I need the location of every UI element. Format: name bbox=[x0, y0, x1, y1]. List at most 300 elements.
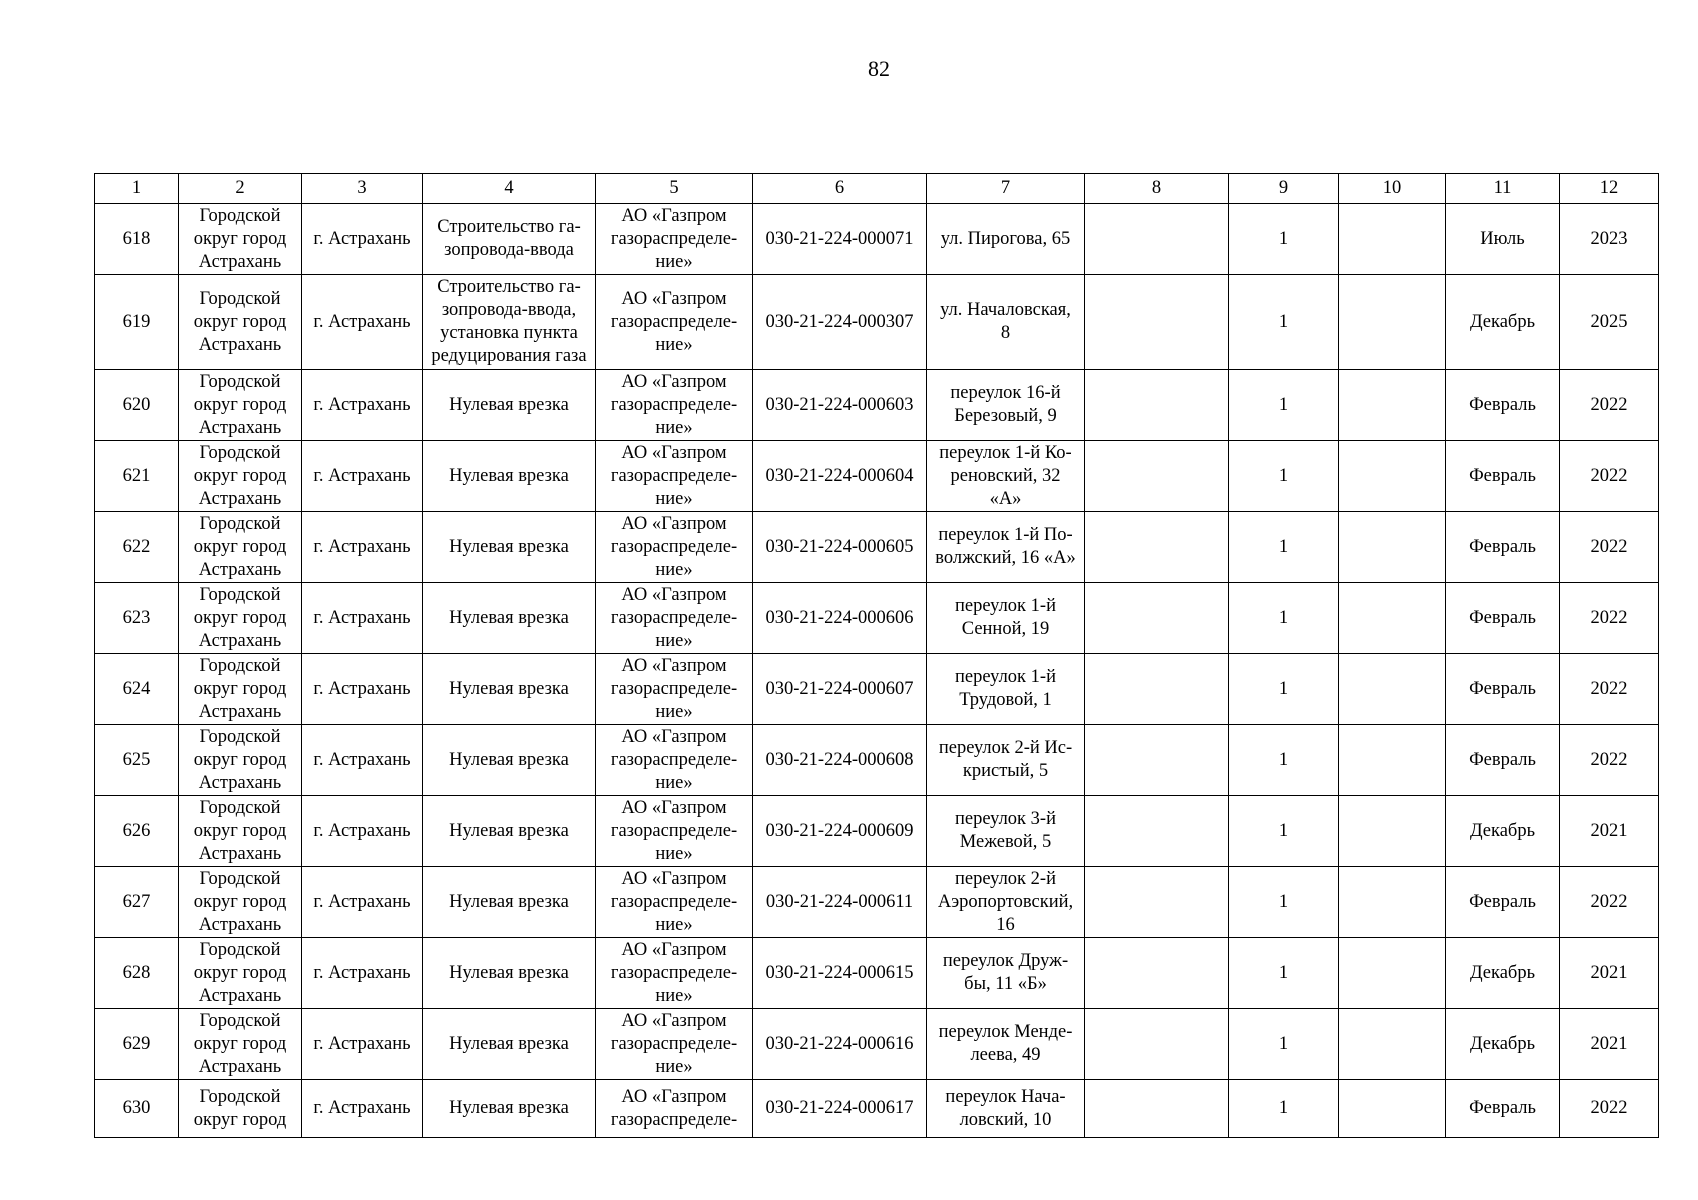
month-cell: Февраль bbox=[1446, 512, 1560, 583]
column-8-cell bbox=[1085, 938, 1229, 1009]
district-cell-line: Городской bbox=[199, 868, 281, 889]
column-header-11: 11 bbox=[1446, 174, 1560, 204]
work-type-cell-line: Строительство га- bbox=[437, 217, 581, 237]
table-body bbox=[95, 204, 1659, 1138]
district-cell-line: округ город bbox=[193, 891, 287, 912]
organization-cell bbox=[596, 1080, 753, 1138]
city-cell: г. Астрахань bbox=[302, 725, 423, 796]
quantity-cell: 1 bbox=[1229, 370, 1339, 441]
address-cell-line: волжский, 16 «А» bbox=[935, 548, 1076, 568]
object-code-cell: 030-21-224-000071 bbox=[753, 204, 927, 275]
organization-cell-line: АО «Газпром bbox=[621, 655, 727, 676]
column-8-cell bbox=[1085, 370, 1229, 441]
district-cell bbox=[179, 1080, 302, 1138]
district-cell-line: Астрахань bbox=[198, 251, 282, 272]
work-type-cell-line: Нулевая врезка bbox=[449, 962, 569, 983]
address-cell bbox=[927, 867, 1085, 938]
column-10-cell bbox=[1339, 370, 1446, 441]
district-cell-line: Астрахань bbox=[198, 488, 282, 509]
organization-cell-line: газораспределе- bbox=[610, 962, 738, 983]
year-cell: 2022 bbox=[1560, 654, 1659, 725]
quantity-cell: 1 bbox=[1229, 512, 1339, 583]
month-cell: Февраль bbox=[1446, 370, 1560, 441]
year-cell: 2022 bbox=[1560, 370, 1659, 441]
quantity-cell: 1 bbox=[1229, 1080, 1339, 1138]
district-cell-line: округ город bbox=[193, 394, 287, 415]
work-type-cell-line: Нулевая врезка bbox=[449, 536, 569, 557]
row-number-cell: 622 bbox=[95, 512, 179, 583]
column-header-3: 3 bbox=[302, 174, 423, 204]
organization-cell-line: газораспределе- bbox=[610, 1033, 738, 1054]
address-cell-line: реновский, 32 bbox=[950, 465, 1061, 486]
address-cell-line: Трудовой, 1 bbox=[959, 690, 1052, 710]
work-type-cell-line: редуцирования газа bbox=[431, 346, 587, 366]
address-cell bbox=[927, 1080, 1085, 1138]
page-number: 82 bbox=[868, 56, 890, 81]
organization-cell-line: ние» bbox=[655, 1056, 693, 1077]
column-10-cell bbox=[1339, 725, 1446, 796]
district-cell-line: округ город bbox=[193, 962, 287, 983]
city-cell: г. Астрахань bbox=[302, 204, 423, 275]
district-cell bbox=[179, 725, 302, 796]
organization-cell-line: ние» bbox=[655, 701, 693, 722]
district-cell-line: Астрахань bbox=[198, 630, 282, 651]
address-cell bbox=[927, 654, 1085, 725]
year-cell: 2021 bbox=[1560, 938, 1659, 1009]
row-number-cell: 620 bbox=[95, 370, 179, 441]
object-code-cell: 030-21-224-000605 bbox=[753, 512, 927, 583]
district-cell-line: округ город bbox=[193, 607, 287, 628]
district-cell bbox=[179, 867, 302, 938]
month-cell: Декабрь bbox=[1446, 796, 1560, 867]
organization-cell-line: ние» bbox=[655, 559, 693, 580]
district-cell-line: округ город bbox=[193, 465, 287, 486]
month-cell: Декабрь bbox=[1446, 938, 1560, 1009]
quantity-cell: 1 bbox=[1229, 867, 1339, 938]
address-cell bbox=[927, 1009, 1085, 1080]
work-type-cell-line: зопровода-ввода, bbox=[441, 300, 577, 320]
column-8-cell bbox=[1085, 275, 1229, 370]
work-type-cell-line: Строительство га- bbox=[437, 277, 581, 297]
city-cell: г. Астрахань bbox=[302, 370, 423, 441]
table-row bbox=[95, 370, 1659, 441]
address-cell-line: Аэропортовский, bbox=[937, 891, 1074, 912]
object-code-cell: 030-21-224-000608 bbox=[753, 725, 927, 796]
district-cell-line: Городской bbox=[199, 371, 281, 392]
month-cell: Декабрь bbox=[1446, 275, 1560, 370]
quantity-cell: 1 bbox=[1229, 204, 1339, 275]
month-cell: Февраль bbox=[1446, 654, 1560, 725]
organization-cell bbox=[596, 204, 753, 275]
column-10-cell bbox=[1339, 204, 1446, 275]
column-header-9: 9 bbox=[1229, 174, 1339, 204]
table-row bbox=[95, 654, 1659, 725]
work-type-cell-line: Нулевая врезка bbox=[449, 749, 569, 770]
row-number-cell: 628 bbox=[95, 938, 179, 1009]
column-10-cell bbox=[1339, 583, 1446, 654]
district-cell-line: Городской bbox=[199, 1086, 281, 1107]
object-code-cell: 030-21-224-000307 bbox=[753, 275, 927, 370]
district-cell-line: Городской bbox=[199, 584, 281, 605]
district-cell-line: Городской bbox=[199, 726, 281, 747]
district-cell-line: Астрахань bbox=[198, 843, 282, 864]
address-cell-line: Березовый, 9 bbox=[954, 406, 1057, 426]
column-8-cell bbox=[1085, 204, 1229, 275]
address-cell-line: ловский, 10 bbox=[959, 1109, 1052, 1130]
address-cell-line: переулок 16-й bbox=[950, 383, 1061, 403]
column-header-6: 6 bbox=[753, 174, 927, 204]
quantity-cell: 1 bbox=[1229, 1009, 1339, 1080]
city-cell: г. Астрахань bbox=[302, 867, 423, 938]
district-cell-line: Городской bbox=[199, 288, 281, 309]
month-cell: Февраль bbox=[1446, 867, 1560, 938]
organization-cell-line: газораспределе- bbox=[610, 607, 738, 628]
organization-cell-line: газораспределе- bbox=[610, 465, 738, 486]
work-type-cell-line: установка пункта bbox=[440, 323, 578, 343]
district-cell-line: округ город bbox=[193, 749, 287, 770]
organization-cell-line: АО «Газпром bbox=[621, 371, 727, 392]
column-8-cell bbox=[1085, 1009, 1229, 1080]
district-cell-line: Астрахань bbox=[198, 417, 282, 438]
organization-cell bbox=[596, 583, 753, 654]
district-cell-line: округ город bbox=[193, 1033, 287, 1054]
work-type-cell bbox=[423, 370, 596, 441]
organization-cell bbox=[596, 796, 753, 867]
quantity-cell: 1 bbox=[1229, 938, 1339, 1009]
organization-cell bbox=[596, 1009, 753, 1080]
column-10-cell bbox=[1339, 938, 1446, 1009]
address-cell-line: переулок Нача- bbox=[945, 1086, 1066, 1107]
organization-cell-line: газораспределе- bbox=[610, 228, 738, 249]
address-cell-line: 16 bbox=[996, 914, 1015, 935]
column-header-10: 10 bbox=[1339, 174, 1446, 204]
city-cell: г. Астрахань bbox=[302, 583, 423, 654]
object-code-cell: 030-21-224-000609 bbox=[753, 796, 927, 867]
district-cell bbox=[179, 1009, 302, 1080]
district-cell-line: округ город bbox=[193, 1109, 287, 1130]
registry-table bbox=[94, 173, 1659, 1138]
district-cell bbox=[179, 512, 302, 583]
month-cell: Декабрь bbox=[1446, 1009, 1560, 1080]
district-cell bbox=[179, 938, 302, 1009]
work-type-cell-line: Нулевая врезка bbox=[449, 891, 569, 912]
header-row bbox=[95, 174, 1659, 204]
address-cell-line: переулок Друж- bbox=[942, 951, 1069, 971]
city-cell: г. Астрахань bbox=[302, 654, 423, 725]
address-cell-line: переулок 1-й Ко- bbox=[939, 442, 1072, 463]
row-number-cell: 629 bbox=[95, 1009, 179, 1080]
object-code-cell: 030-21-224-000615 bbox=[753, 938, 927, 1009]
year-cell: 2022 bbox=[1560, 1080, 1659, 1138]
table-row bbox=[95, 867, 1659, 938]
city-cell: г. Астрахань bbox=[302, 796, 423, 867]
work-type-cell-line: Нулевая врезка bbox=[449, 607, 569, 628]
district-cell-line: Астрахань bbox=[198, 334, 282, 355]
district-cell-line: Городской bbox=[199, 939, 281, 960]
work-type-cell bbox=[423, 867, 596, 938]
year-cell: 2022 bbox=[1560, 583, 1659, 654]
address-cell bbox=[927, 275, 1085, 370]
column-10-cell bbox=[1339, 654, 1446, 725]
organization-cell-line: АО «Газпром bbox=[621, 513, 727, 534]
address-cell bbox=[927, 204, 1085, 275]
object-code-cell: 030-21-224-000617 bbox=[753, 1080, 927, 1138]
column-10-cell bbox=[1339, 1009, 1446, 1080]
organization-cell-line: АО «Газпром bbox=[621, 868, 727, 889]
quantity-cell: 1 bbox=[1229, 441, 1339, 512]
table-row bbox=[95, 441, 1659, 512]
district-cell-line: Астрахань bbox=[198, 914, 282, 935]
district-cell bbox=[179, 796, 302, 867]
organization-cell-line: газораспределе- bbox=[610, 891, 738, 912]
organization-cell-line: ние» bbox=[655, 488, 693, 509]
address-cell-line: Межевой, 5 bbox=[959, 832, 1052, 852]
quantity-cell: 1 bbox=[1229, 583, 1339, 654]
table-row bbox=[95, 204, 1659, 275]
work-type-cell bbox=[423, 275, 596, 370]
work-type-cell-line: Нулевая врезка bbox=[449, 394, 569, 415]
organization-cell-line: АО «Газпром bbox=[621, 797, 727, 818]
district-cell-line: Астрахань bbox=[198, 701, 282, 722]
organization-cell-line: ние» bbox=[655, 772, 693, 793]
object-code-cell: 030-21-224-000616 bbox=[753, 1009, 927, 1080]
row-number-cell: 626 bbox=[95, 796, 179, 867]
table-row bbox=[95, 1080, 1659, 1138]
address-cell-line: переулок 1-й bbox=[955, 667, 1056, 687]
organization-cell-line: газораспределе- bbox=[610, 311, 738, 332]
organization-cell-line: АО «Газпром bbox=[621, 584, 727, 605]
organization-cell-line: газораспределе- bbox=[610, 536, 738, 557]
district-cell-line: Городской bbox=[199, 442, 281, 463]
column-header-1: 1 bbox=[95, 174, 179, 204]
district-cell-line: Астрахань bbox=[198, 772, 282, 793]
address-cell-line: переулок 1-й По- bbox=[938, 525, 1073, 545]
column-8-cell bbox=[1085, 441, 1229, 512]
address-cell bbox=[927, 512, 1085, 583]
year-cell: 2022 bbox=[1560, 512, 1659, 583]
table-row bbox=[95, 583, 1659, 654]
city-cell: г. Астрахань bbox=[302, 275, 423, 370]
work-type-cell-line: Нулевая врезка bbox=[449, 465, 569, 486]
organization-cell-line: газораспределе- bbox=[610, 820, 738, 841]
table-row bbox=[95, 938, 1659, 1009]
address-cell-line: ул. Пирогова, 65 bbox=[940, 228, 1071, 249]
address-cell-line: 8 bbox=[1000, 323, 1011, 343]
address-cell-line: кристый, 5 bbox=[962, 761, 1049, 781]
work-type-cell bbox=[423, 796, 596, 867]
work-type-cell bbox=[423, 204, 596, 275]
work-type-cell bbox=[423, 1080, 596, 1138]
district-cell bbox=[179, 654, 302, 725]
column-10-cell bbox=[1339, 512, 1446, 583]
work-type-cell bbox=[423, 512, 596, 583]
organization-cell-line: АО «Газпром bbox=[621, 1010, 727, 1031]
year-cell: 2022 bbox=[1560, 867, 1659, 938]
city-cell: г. Астрахань bbox=[302, 441, 423, 512]
column-header-12: 12 bbox=[1560, 174, 1659, 204]
column-10-cell bbox=[1339, 1080, 1446, 1138]
object-code-cell: 030-21-224-000604 bbox=[753, 441, 927, 512]
district-cell-line: округ город bbox=[193, 228, 287, 249]
organization-cell-line: ние» bbox=[655, 843, 693, 864]
address-cell-line: переулок 2-й Ис- bbox=[938, 738, 1073, 758]
address-cell-line: ул. Началовская, bbox=[940, 300, 1071, 320]
work-type-cell-line: Нулевая врезка bbox=[449, 820, 569, 841]
address-cell-line: переулок Менде- bbox=[938, 1022, 1073, 1042]
organization-cell bbox=[596, 654, 753, 725]
column-8-cell bbox=[1085, 867, 1229, 938]
month-cell: Февраль bbox=[1446, 1080, 1560, 1138]
address-cell bbox=[927, 370, 1085, 441]
column-8-cell bbox=[1085, 725, 1229, 796]
organization-cell-line: ние» bbox=[655, 251, 693, 272]
object-code-cell: 030-21-224-000603 bbox=[753, 370, 927, 441]
organization-cell-line: газораспределе- bbox=[610, 394, 738, 415]
column-header-5: 5 bbox=[596, 174, 753, 204]
column-10-cell bbox=[1339, 796, 1446, 867]
address-cell-line: леева, 49 bbox=[970, 1045, 1041, 1065]
organization-cell-line: газораспределе- bbox=[610, 749, 738, 770]
district-cell bbox=[179, 204, 302, 275]
column-header-7: 7 bbox=[927, 174, 1085, 204]
city-cell: г. Астрахань bbox=[302, 938, 423, 1009]
month-cell: Февраль bbox=[1446, 725, 1560, 796]
city-cell: г. Астрахань bbox=[302, 1080, 423, 1138]
table-row bbox=[95, 725, 1659, 796]
organization-cell-line: ние» bbox=[655, 914, 693, 935]
address-cell-line: переулок 2-й bbox=[955, 868, 1056, 889]
organization-cell-line: ние» bbox=[655, 985, 693, 1006]
organization-cell bbox=[596, 441, 753, 512]
column-8-cell bbox=[1085, 796, 1229, 867]
district-cell-line: округ город bbox=[193, 678, 287, 699]
city-cell: г. Астрахань bbox=[302, 512, 423, 583]
address-cell-line: переулок 3-й bbox=[955, 809, 1056, 829]
table-row bbox=[95, 275, 1659, 370]
work-type-cell bbox=[423, 1009, 596, 1080]
organization-cell bbox=[596, 512, 753, 583]
year-cell: 2022 bbox=[1560, 441, 1659, 512]
column-header-8: 8 bbox=[1085, 174, 1229, 204]
column-10-cell bbox=[1339, 441, 1446, 512]
row-number-cell: 618 bbox=[95, 204, 179, 275]
district-cell-line: Астрахань bbox=[198, 985, 282, 1006]
column-8-cell bbox=[1085, 512, 1229, 583]
row-number-cell: 630 bbox=[95, 1080, 179, 1138]
district-cell bbox=[179, 275, 302, 370]
object-code-cell: 030-21-224-000606 bbox=[753, 583, 927, 654]
organization-cell-line: газораспределе- bbox=[610, 1109, 738, 1130]
organization-cell-line: АО «Газпром bbox=[621, 1086, 727, 1107]
column-8-cell bbox=[1085, 1080, 1229, 1138]
row-number-cell: 625 bbox=[95, 725, 179, 796]
work-type-cell-line: зопровода-ввода bbox=[444, 240, 574, 260]
month-cell: Июль bbox=[1446, 204, 1560, 275]
year-cell: 2021 bbox=[1560, 796, 1659, 867]
district-cell-line: Городской bbox=[199, 205, 281, 226]
object-code-cell: 030-21-224-000607 bbox=[753, 654, 927, 725]
object-code-cell: 030-21-224-000611 bbox=[753, 867, 927, 938]
organization-cell-line: газораспределе- bbox=[610, 678, 738, 699]
organization-cell bbox=[596, 275, 753, 370]
work-type-cell-line: Нулевая врезка bbox=[449, 1098, 569, 1118]
column-header-4: 4 bbox=[423, 174, 596, 204]
organization-cell-line: АО «Газпром bbox=[621, 726, 727, 747]
address-cell-line: бы, 11 «Б» bbox=[964, 974, 1047, 994]
work-type-cell bbox=[423, 441, 596, 512]
work-type-cell bbox=[423, 938, 596, 1009]
quantity-cell: 1 bbox=[1229, 796, 1339, 867]
quantity-cell: 1 bbox=[1229, 654, 1339, 725]
work-type-cell-line: Нулевая врезка bbox=[449, 678, 569, 699]
organization-cell bbox=[596, 867, 753, 938]
row-number-cell: 621 bbox=[95, 441, 179, 512]
column-10-cell bbox=[1339, 867, 1446, 938]
district-cell-line: округ город bbox=[193, 820, 287, 841]
row-number-cell: 627 bbox=[95, 867, 179, 938]
organization-cell-line: ние» bbox=[655, 334, 693, 355]
month-cell: Февраль bbox=[1446, 583, 1560, 654]
work-type-cell bbox=[423, 725, 596, 796]
month-cell: Февраль bbox=[1446, 441, 1560, 512]
city-cell: г. Астрахань bbox=[302, 1009, 423, 1080]
table-row bbox=[95, 796, 1659, 867]
organization-cell-line: АО «Газпром bbox=[621, 205, 727, 226]
district-cell-line: Астрахань bbox=[198, 559, 282, 580]
row-number-cell: 623 bbox=[95, 583, 179, 654]
address-cell bbox=[927, 441, 1085, 512]
address-cell-line: Сенной, 19 bbox=[961, 619, 1050, 639]
column-8-cell bbox=[1085, 654, 1229, 725]
organization-cell bbox=[596, 725, 753, 796]
table-row bbox=[95, 1009, 1659, 1080]
quantity-cell: 1 bbox=[1229, 275, 1339, 370]
district-cell-line: Городской bbox=[199, 655, 281, 676]
district-cell-line: Городской bbox=[199, 797, 281, 818]
work-type-cell-line: Нулевая врезка bbox=[449, 1033, 569, 1054]
work-type-cell bbox=[423, 583, 596, 654]
organization-cell-line: АО «Газпром bbox=[621, 939, 727, 960]
year-cell: 2022 bbox=[1560, 725, 1659, 796]
year-cell: 2025 bbox=[1560, 275, 1659, 370]
organization-cell-line: АО «Газпром bbox=[621, 288, 727, 309]
district-cell-line: Астрахань bbox=[198, 1056, 282, 1077]
organization-cell-line: ние» bbox=[655, 630, 693, 651]
organization-cell-line: ние» bbox=[655, 417, 693, 438]
year-cell: 2021 bbox=[1560, 1009, 1659, 1080]
district-cell-line: округ город bbox=[193, 311, 287, 332]
column-10-cell bbox=[1339, 275, 1446, 370]
district-cell-line: округ город bbox=[193, 536, 287, 557]
district-cell bbox=[179, 370, 302, 441]
district-cell-line: Городской bbox=[199, 1010, 281, 1031]
row-number-cell: 624 bbox=[95, 654, 179, 725]
district-cell bbox=[179, 441, 302, 512]
column-8-cell bbox=[1085, 583, 1229, 654]
address-cell-line: переулок 1-й bbox=[955, 596, 1056, 616]
district-cell-line: Городской bbox=[199, 513, 281, 534]
address-cell bbox=[927, 796, 1085, 867]
organization-cell-line: АО «Газпром bbox=[621, 442, 727, 463]
district-cell bbox=[179, 583, 302, 654]
year-cell: 2023 bbox=[1560, 204, 1659, 275]
address-cell bbox=[927, 938, 1085, 1009]
address-cell-line: «А» bbox=[989, 488, 1022, 509]
organization-cell bbox=[596, 370, 753, 441]
work-type-cell bbox=[423, 654, 596, 725]
address-cell bbox=[927, 583, 1085, 654]
table-row bbox=[95, 512, 1659, 583]
